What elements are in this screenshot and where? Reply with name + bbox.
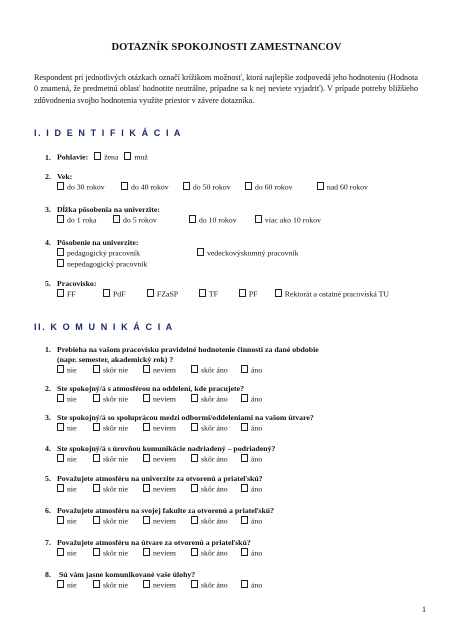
option-label: nad 60 rokov: [326, 182, 368, 192]
checkbox-icon[interactable]: [143, 580, 150, 588]
option-label: neviem: [153, 548, 176, 558]
scale-option[interactable]: [143, 365, 183, 376]
communication-question-7: [45, 538, 415, 559]
scale-option[interactable]: [191, 548, 233, 559]
option-checkbox[interactable]: [147, 289, 191, 300]
checkbox-icon[interactable]: [143, 454, 150, 462]
option-label: do 50 rokov: [192, 182, 231, 192]
checkbox-icon[interactable]: [241, 516, 248, 524]
option-label: FZaSP: [156, 289, 179, 299]
option-label: viac ako 10 rokov: [264, 215, 321, 225]
scale-option[interactable]: [57, 516, 87, 527]
question-number: 4.: [45, 238, 51, 247]
question-text: Pohlavie:: [57, 152, 89, 162]
option-label: do 30 rokov: [67, 182, 105, 192]
scale-option[interactable]: [143, 516, 183, 527]
checkbox-icon[interactable]: [93, 394, 100, 402]
scale-option[interactable]: [57, 423, 87, 434]
option-label: nepedagogický pracovník: [67, 259, 148, 268]
scale-option[interactable]: [57, 454, 87, 465]
option-label: do 60 rokov: [254, 182, 293, 192]
scale-option[interactable]: [191, 516, 233, 527]
checkbox-icon[interactable]: [241, 394, 248, 402]
option-label: áno: [251, 516, 263, 526]
option-checkbox[interactable]: [124, 152, 147, 163]
question-text: Sú vám jasne komunikované vaše úlohy?: [57, 570, 196, 579]
question-text: Dĺžka pôsobenia na univerzite:: [57, 205, 160, 214]
checkbox-icon[interactable]: [57, 289, 64, 297]
question-number: 3.: [45, 205, 51, 214]
option-checkbox[interactable]: [189, 215, 247, 226]
option-label: áno: [251, 365, 263, 375]
scale-option[interactable]: [143, 484, 183, 495]
option-label: Rektorát a ostatné pracoviská TU: [284, 289, 389, 299]
option-label: áno: [251, 454, 263, 464]
checkbox-icon[interactable]: [197, 248, 204, 256]
question-number: 8.: [45, 570, 51, 579]
answer-scale: [45, 365, 415, 376]
ident-question-3: [45, 205, 415, 226]
checkbox-icon[interactable]: [241, 580, 248, 588]
checkbox-icon[interactable]: [57, 365, 64, 373]
option-label: nie: [67, 484, 77, 494]
checkbox-icon[interactable]: [93, 423, 100, 431]
option-label: neviem: [153, 365, 176, 375]
communication-question-1: [45, 345, 415, 376]
question-text: Prebieha na vašom pracovisku pravidelné hodnotenie činnosti za dané obdobie: [57, 345, 319, 354]
option-label: nie: [67, 394, 77, 404]
scale-option[interactable]: [191, 423, 233, 434]
option-label: skôr áno: [201, 548, 228, 558]
checkbox-icon[interactable]: [191, 484, 198, 492]
checkbox-icon[interactable]: [93, 580, 100, 588]
option-label: FF: [67, 289, 76, 299]
scale-option[interactable]: [191, 484, 233, 495]
scale-option[interactable]: [93, 516, 135, 527]
intro-paragraph: Respondent pri jednotlivých otázkach označí krížikom možnosť, ktorá najlepšie zodpovedá jeho hodnoteniu (Hodnota 0 znamená, že predmetnú oblasť hodnotite neutrálne, prípadne sa k nej neviete vyjadriť). V prípade potreby bližšieho zdôvodnenia svojho hodnotenia využite priestor v závere dotazníka.: [34, 73, 418, 105]
option-label: skôr áno: [201, 454, 228, 464]
scale-option[interactable]: [191, 580, 233, 591]
option-checkbox[interactable]: [239, 289, 269, 300]
option-label: neviem: [153, 423, 176, 433]
option-label: skôr nie: [103, 365, 128, 375]
checkbox-icon[interactable]: [143, 516, 150, 524]
option-label: skôr áno: [201, 580, 228, 590]
option-checkbox[interactable]: [94, 152, 118, 163]
question-text: Považujete atmosféru na univerzite za otvorenú a priateľskú?: [57, 474, 263, 483]
option-label: áno: [251, 423, 263, 433]
checkbox-icon[interactable]: [94, 152, 101, 160]
ident-question-1: [45, 152, 415, 163]
answer-scale: [45, 580, 415, 591]
scale-option[interactable]: [57, 394, 87, 405]
option-label: do 1 roka: [67, 215, 97, 225]
checkbox-icon[interactable]: [147, 289, 154, 297]
scale-option[interactable]: [93, 580, 135, 591]
checkbox-icon[interactable]: [241, 423, 248, 431]
option-checkbox[interactable]: [103, 289, 137, 300]
question-text-cont: (napr. semester, akademický rok) ?: [57, 355, 174, 364]
checkbox-icon[interactable]: [143, 394, 150, 402]
question-number: 1.: [45, 345, 51, 354]
option-label: PF: [248, 289, 258, 299]
option-label: skôr nie: [103, 423, 128, 433]
option-label: skôr nie: [103, 580, 128, 590]
checkbox-icon[interactable]: [191, 365, 198, 373]
option-label: áno: [251, 394, 263, 404]
checkbox-icon[interactable]: [189, 215, 196, 223]
checkbox-icon[interactable]: [241, 548, 248, 556]
checkbox-icon[interactable]: [57, 182, 64, 190]
scale-option[interactable]: [143, 394, 183, 405]
checkbox-icon[interactable]: [93, 548, 100, 556]
checkbox-icon[interactable]: [121, 182, 128, 190]
option-label: skôr nie: [103, 516, 128, 526]
option-label: skôr áno: [201, 484, 228, 494]
checkbox-icon[interactable]: [245, 182, 252, 190]
option-label: do 40 rokov: [130, 182, 169, 192]
question-text: Ste spokojný/á so spoluprácou medzi odbormi/oddeleniami na vašom útvare?: [57, 413, 314, 422]
checkbox-icon[interactable]: [241, 484, 248, 492]
answer-scale: [45, 454, 415, 465]
option-checkbox[interactable]: [255, 215, 321, 226]
scale-option[interactable]: [93, 454, 135, 465]
page-title: DOTAZNÍK SPOKOJNOSTI ZAMESTNANCOV: [111, 42, 342, 53]
question-text: Pôsobenie na univerzite:: [57, 238, 139, 247]
option-checkbox[interactable]: [57, 248, 195, 259]
scale-option[interactable]: [57, 365, 87, 376]
option-label: áno: [251, 548, 263, 558]
checkbox-icon[interactable]: [191, 394, 198, 402]
answer-scale: [45, 423, 415, 434]
checkbox-icon[interactable]: [57, 215, 64, 223]
option-label: áno: [251, 484, 263, 494]
option-label: nie: [67, 423, 77, 433]
checkbox-icon[interactable]: [143, 365, 150, 373]
checkbox-icon[interactable]: [103, 289, 110, 297]
communication-question-8: [45, 570, 415, 591]
checkbox-icon[interactable]: [191, 516, 198, 524]
option-checkbox[interactable]: [57, 215, 105, 226]
option-checkbox[interactable]: [245, 182, 301, 193]
scale-option[interactable]: [191, 454, 233, 465]
checkbox-icon[interactable]: [191, 548, 198, 556]
scale-option[interactable]: [93, 365, 135, 376]
checkbox-icon[interactable]: [241, 454, 248, 462]
question-number: 4.: [45, 444, 51, 453]
option-label: skôr nie: [103, 394, 128, 404]
scale-option[interactable]: [57, 580, 87, 591]
option-label: skôr nie: [103, 484, 128, 494]
question-number: 6.: [45, 506, 51, 515]
scale-option[interactable]: [241, 394, 261, 405]
scale-option[interactable]: [57, 548, 87, 559]
question-number: 7.: [45, 538, 51, 547]
option-checkbox[interactable]: [121, 182, 171, 193]
option-label: nie: [67, 454, 77, 464]
option-label: skôr áno: [201, 394, 228, 404]
ident-question-2: [45, 172, 415, 193]
checkbox-icon[interactable]: [93, 516, 100, 524]
option-label: neviem: [153, 454, 176, 464]
scale-option[interactable]: [241, 484, 261, 495]
scale-option[interactable]: [93, 394, 135, 405]
scale-option[interactable]: [143, 580, 183, 591]
option-label: vedeckovýskumný pracovník: [206, 248, 299, 258]
option-label: skôr nie: [103, 548, 128, 558]
section-heading-identification: I. I D E N T I F I K Á C I A: [34, 128, 182, 138]
checkbox-icon[interactable]: [143, 423, 150, 431]
scale-option[interactable]: [93, 484, 135, 495]
answer-scale: [45, 516, 415, 527]
option-label: skôr áno: [201, 365, 228, 375]
question-number: 5.: [45, 279, 51, 288]
question-text: Ste spokojný/á s úrovňou komunikácie nadriadený – podriadený?: [57, 444, 276, 453]
checkbox-icon[interactable]: [143, 484, 150, 492]
scale-option[interactable]: [191, 365, 233, 376]
option-label: do 5 rokov: [122, 215, 157, 225]
option-label: TF: [208, 289, 218, 299]
option-checkbox[interactable]: [275, 289, 389, 300]
checkbox-icon[interactable]: [183, 182, 190, 190]
option-label: neviem: [153, 580, 176, 590]
option-label: neviem: [153, 394, 176, 404]
scale-option[interactable]: [241, 365, 261, 376]
answer-scale: [45, 394, 415, 405]
option-checkbox[interactable]: [57, 289, 89, 300]
scale-option[interactable]: [241, 454, 261, 465]
scale-option[interactable]: [241, 516, 261, 527]
option-label: muž: [134, 152, 148, 162]
option-label: neviem: [153, 484, 176, 494]
checkbox-icon[interactable]: [57, 484, 64, 492]
option-label: áno: [251, 580, 263, 590]
checkbox-icon[interactable]: [57, 516, 64, 524]
question-number: 1.: [45, 152, 51, 162]
checkbox-icon[interactable]: [275, 289, 282, 297]
checkbox-icon[interactable]: [241, 365, 248, 373]
option-checkbox[interactable]: [199, 289, 231, 300]
checkbox-icon[interactable]: [57, 394, 64, 402]
scale-option[interactable]: [57, 484, 87, 495]
checkbox-icon[interactable]: [317, 182, 324, 190]
question-text: Pracovisko:: [57, 279, 97, 288]
section-heading-communication: II. K O M U N I K Á C I A: [34, 322, 174, 332]
option-label: neviem: [153, 516, 176, 526]
option-label: PdF: [112, 289, 126, 299]
question-number: 3.: [45, 413, 51, 422]
option-label: nie: [67, 580, 77, 590]
communication-question-3: [45, 413, 415, 434]
scale-option[interactable]: [143, 548, 183, 559]
option-label: do 10 rokov: [198, 215, 237, 225]
ident-question-4: [45, 238, 415, 269]
checkbox-icon[interactable]: [143, 548, 150, 556]
option-checkbox[interactable]: [57, 259, 147, 270]
checkbox-icon[interactable]: [124, 152, 131, 160]
scale-option[interactable]: [143, 454, 183, 465]
scale-option[interactable]: [241, 423, 261, 434]
checkbox-icon[interactable]: [93, 365, 100, 373]
option-label: žena: [104, 152, 119, 162]
checkbox-icon[interactable]: [239, 289, 246, 297]
answer-scale: [45, 484, 415, 495]
checkbox-icon[interactable]: [57, 454, 64, 462]
checkbox-icon[interactable]: [191, 454, 198, 462]
question-number: 5.: [45, 474, 51, 483]
scale-option[interactable]: [143, 423, 183, 434]
checkbox-icon[interactable]: [113, 215, 120, 223]
option-label: pedagogický pracovník: [67, 248, 140, 258]
checkbox-icon[interactable]: [57, 259, 64, 267]
ident-question-5: [45, 279, 415, 300]
option-checkbox[interactable]: [317, 182, 368, 193]
question-number: 2.: [45, 172, 51, 181]
checkbox-icon[interactable]: [93, 484, 100, 492]
question-text: Ste spokojný/á s atmosférou na oddelení, kde pracujete?: [57, 384, 244, 393]
page-number: 1: [422, 605, 426, 614]
option-checkbox[interactable]: [183, 182, 233, 193]
communication-question-6: [45, 506, 415, 527]
checkbox-icon[interactable]: [57, 423, 64, 431]
checkbox-icon[interactable]: [255, 215, 262, 223]
scale-option[interactable]: [93, 548, 135, 559]
option-label: skôr áno: [201, 423, 228, 433]
question-text: Považujete atmosféru na útvare za otvorenú a priateľskú?: [57, 538, 251, 547]
scale-option[interactable]: [93, 423, 135, 434]
question-text: Vek:: [57, 172, 73, 181]
communication-question-4: [45, 444, 415, 465]
question-number: 2.: [45, 384, 51, 393]
checkbox-icon[interactable]: [191, 423, 198, 431]
scale-option[interactable]: [191, 394, 233, 405]
option-label: skôr nie: [103, 454, 128, 464]
option-label: nie: [67, 365, 77, 375]
checkbox-icon[interactable]: [57, 580, 64, 588]
option-checkbox[interactable]: [113, 215, 175, 226]
communication-question-5: [45, 474, 415, 495]
option-checkbox[interactable]: [57, 182, 109, 193]
checkbox-icon[interactable]: [57, 548, 64, 556]
checkbox-icon[interactable]: [191, 580, 198, 588]
scale-option[interactable]: [241, 580, 261, 591]
option-label: nie: [67, 548, 77, 558]
checkbox-icon[interactable]: [93, 454, 100, 462]
communication-question-2: [45, 384, 415, 405]
checkbox-icon[interactable]: [57, 248, 64, 256]
option-checkbox[interactable]: [197, 248, 299, 259]
question-text: Považujete atmosféru na svojej fakulte za otvorenú a priateľskú?: [57, 506, 275, 515]
scale-option[interactable]: [241, 548, 261, 559]
option-label: skôr áno: [201, 516, 228, 526]
checkbox-icon[interactable]: [199, 289, 206, 297]
option-label: nie: [67, 516, 77, 526]
answer-scale: [45, 548, 415, 559]
